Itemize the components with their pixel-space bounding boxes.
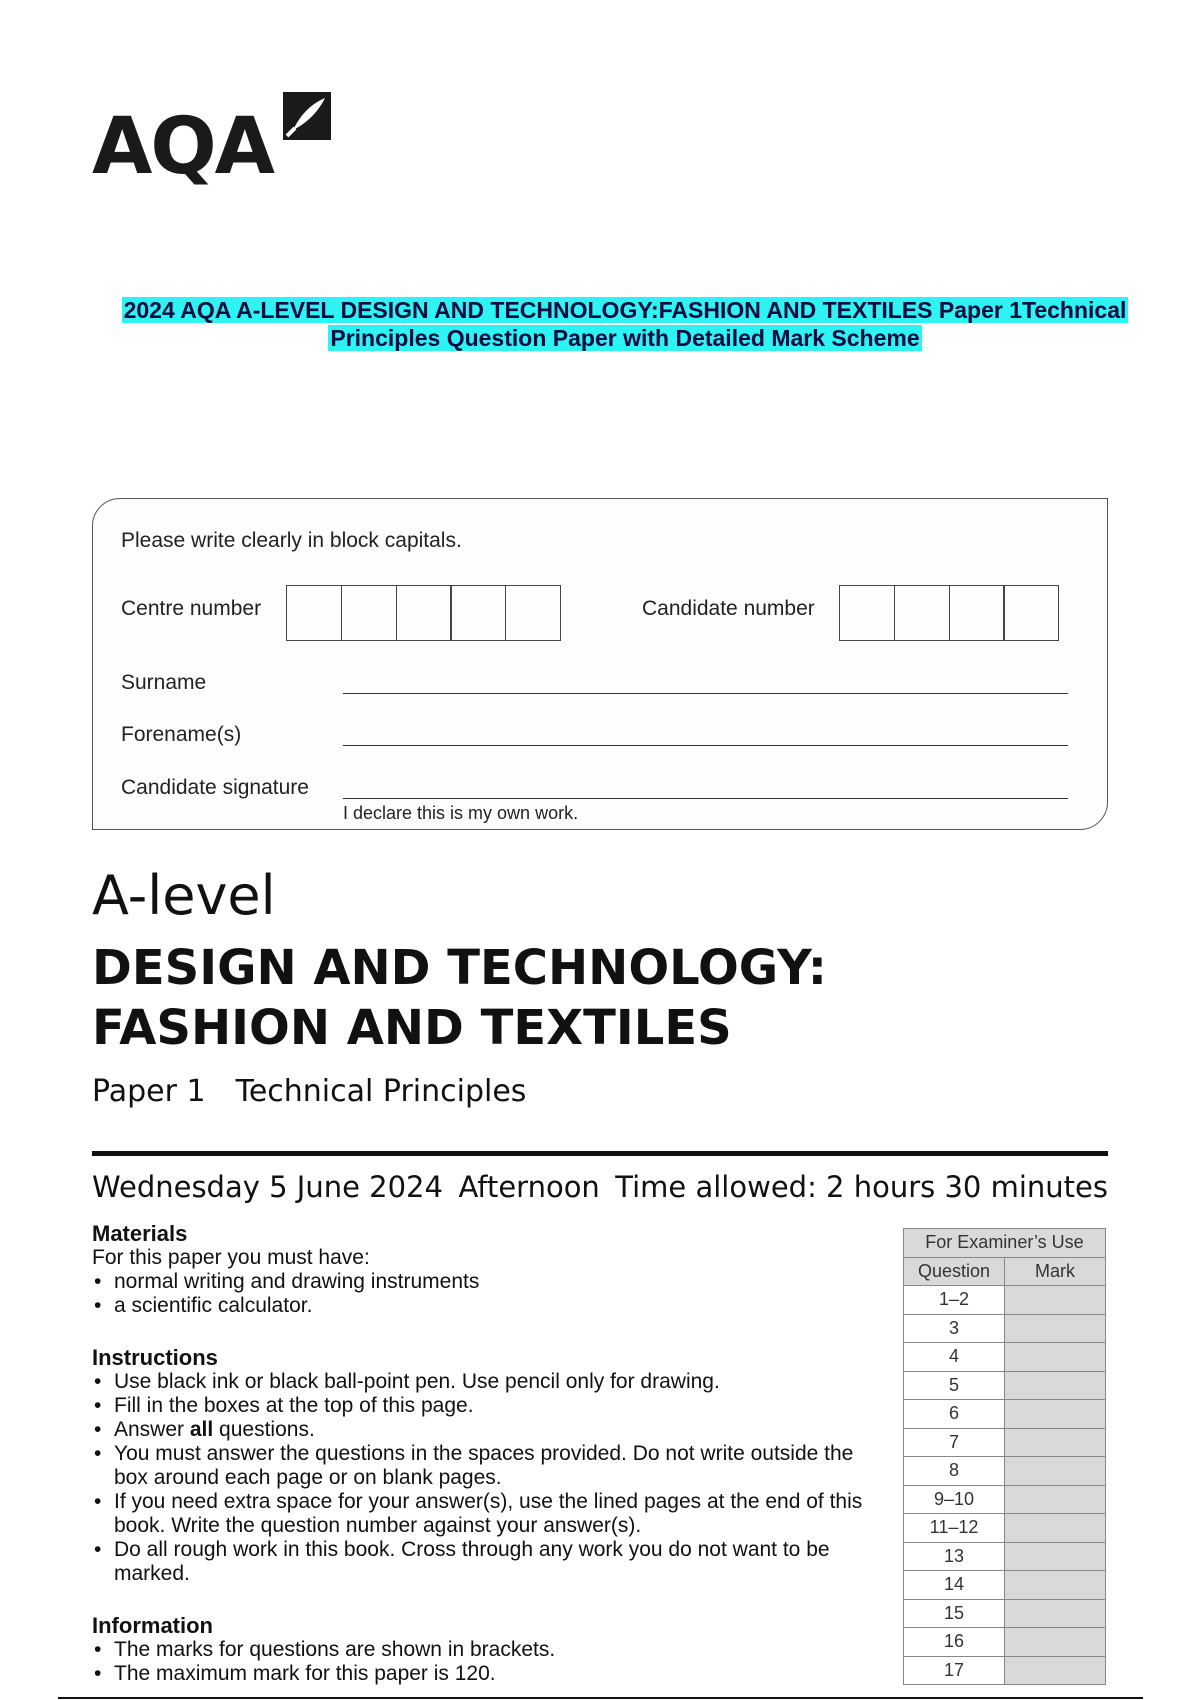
centre-number-digit-box[interactable] (450, 585, 506, 641)
centre-number-digit-box[interactable] (341, 585, 397, 641)
mark-cell[interactable] (1005, 1542, 1106, 1571)
list-item: • Fill in the boxes at the top of this page. (92, 1394, 882, 1418)
mark-cell[interactable] (1005, 1485, 1106, 1514)
mark-column-header: Mark (1005, 1257, 1106, 1286)
table-row (904, 1656, 1106, 1685)
centre-number-boxes (286, 585, 560, 641)
table-row (904, 1599, 1106, 1628)
aqa-logo (92, 88, 335, 192)
mark-cell[interactable] (1005, 1599, 1106, 1628)
declaration-text: I declare this is my own work. (343, 803, 579, 823)
question-number-cell: 16 (904, 1628, 1005, 1657)
subject-title (92, 938, 827, 1058)
surname-label: Surname (121, 671, 207, 694)
banner-line-2: Principles Question Paper with Detailed Mark Scheme (330, 325, 920, 351)
question-column-header: Question (904, 1257, 1005, 1286)
table-row (904, 1286, 1106, 1315)
table-row (904, 1514, 1106, 1543)
question-number-cell: 8 (904, 1457, 1005, 1486)
question-number-cell: 9–10 (904, 1485, 1005, 1514)
text-span: Answer (114, 1418, 190, 1441)
subject-title-line-1: DESIGN AND TECHNOLOGY: (92, 940, 827, 996)
text-span: questions. (213, 1418, 315, 1441)
question-number-cell: 3 (904, 1314, 1005, 1343)
mark-cell[interactable] (1005, 1428, 1106, 1457)
question-number-cell: 15 (904, 1599, 1005, 1628)
page-bottom-rule (58, 1697, 1143, 1699)
paper-number: Paper 1 (92, 1074, 206, 1109)
candidate-number-boxes (839, 585, 1058, 641)
signature-label: Candidate signature (121, 776, 309, 799)
question-number-cell: 4 (904, 1343, 1005, 1372)
mark-cell[interactable] (1005, 1656, 1106, 1685)
aqa-tick-icon (279, 88, 335, 144)
information-heading: Information (92, 1613, 213, 1638)
materials-heading: Materials (92, 1221, 188, 1246)
table-row (904, 1371, 1106, 1400)
mark-cell[interactable] (1005, 1400, 1106, 1429)
candidate-number-digit-box[interactable] (949, 585, 1005, 641)
candidate-number-digit-box[interactable] (1003, 585, 1059, 641)
candidate-number-digit-box[interactable] (894, 585, 950, 641)
question-number-cell: 17 (904, 1656, 1005, 1685)
list-item: • a scientific calculator. (92, 1294, 892, 1318)
examiner-rows (904, 1286, 1106, 1685)
signature-field[interactable] (343, 798, 1068, 799)
instructions-heading: Instructions (92, 1345, 218, 1370)
question-number-cell: 7 (904, 1428, 1005, 1457)
examiners-use-table (903, 1228, 1106, 1685)
list-item: • Do all rough work in this book. Cross through any work you do not want to be marked. (92, 1538, 882, 1586)
question-number-cell: 6 (904, 1400, 1005, 1429)
mark-cell[interactable] (1005, 1371, 1106, 1400)
session-line (92, 1170, 1108, 1204)
question-number-cell: 1–2 (904, 1286, 1005, 1315)
mark-cell[interactable] (1005, 1286, 1106, 1315)
table-row (904, 1457, 1106, 1486)
materials-section (92, 1222, 892, 1318)
candidate-number-label: Candidate number (642, 597, 815, 620)
table-row (904, 1343, 1106, 1372)
list-item: • normal writing and drawing instruments (92, 1270, 892, 1294)
candidate-details-box (92, 498, 1108, 830)
paper-title (92, 1074, 526, 1109)
table-row (904, 1485, 1106, 1514)
materials-intro: For this paper you must have: (92, 1246, 370, 1269)
exam-session: Afternoon (458, 1170, 600, 1204)
centre-number-digit-box[interactable] (286, 585, 342, 641)
question-number-cell: 13 (904, 1542, 1005, 1571)
list-item (92, 1418, 882, 1442)
examiners-use-title: For Examiner’s Use (904, 1229, 1106, 1258)
forename-field[interactable] (343, 745, 1068, 746)
mark-cell[interactable] (1005, 1314, 1106, 1343)
mark-cell[interactable] (1005, 1571, 1106, 1600)
time-allowed: Time allowed: 2 hours 30 minutes (615, 1170, 1108, 1204)
block-capitals-instruction: Please write clearly in block capitals. (121, 529, 462, 552)
question-number-cell: 11–12 (904, 1514, 1005, 1543)
centre-number-label: Centre number (121, 597, 262, 620)
table-row (904, 1542, 1106, 1571)
bold-text: all (189, 1418, 214, 1441)
logo-text: AQA (92, 102, 274, 192)
mark-cell[interactable] (1005, 1343, 1106, 1372)
mark-cell[interactable] (1005, 1628, 1106, 1657)
banner-line-1: 2024 AQA A-LEVEL DESIGN AND TECHNOLOGY:FASHION AND TEXTILES Paper 1Technical (123, 297, 1127, 323)
candidate-number-digit-box[interactable] (839, 585, 895, 641)
instructions-section (92, 1346, 882, 1586)
forename-label: Forename(s) (121, 723, 242, 746)
list-item: • The marks for questions are shown in brackets. (92, 1638, 892, 1662)
surname-field[interactable] (343, 693, 1068, 694)
qualification-level: A-level (92, 864, 276, 927)
table-row (904, 1628, 1106, 1657)
centre-number-digit-box[interactable] (505, 585, 561, 641)
list-item: • The maximum mark for this paper is 120. (92, 1662, 892, 1686)
question-number-cell: 14 (904, 1571, 1005, 1600)
title-banner (80, 296, 1170, 352)
table-row (904, 1400, 1106, 1429)
list-item: • Use black ink or black ball-point pen. Use pencil only for drawing. (92, 1370, 882, 1394)
exam-date: Wednesday 5 June 2024 (92, 1170, 443, 1204)
list-item: • If you need extra space for your answer(s), use the lined pages at the end of this book. Write the question number against your answer(s). (92, 1490, 882, 1538)
table-row (904, 1314, 1106, 1343)
question-number-cell: 5 (904, 1371, 1005, 1400)
centre-number-digit-box[interactable] (396, 585, 452, 641)
paper-name: Technical Principles (235, 1074, 527, 1109)
table-row (904, 1428, 1106, 1457)
mark-cell[interactable] (1005, 1457, 1106, 1486)
divider (92, 1151, 1108, 1156)
subject-title-line-2: FASHION AND TEXTILES (92, 1000, 732, 1056)
information-section (92, 1614, 892, 1686)
mark-cell[interactable] (1005, 1514, 1106, 1543)
list-item: • You must answer the questions in the spaces provided. Do not write outside the box around each page or on blank pages. (92, 1442, 882, 1490)
table-row (904, 1571, 1106, 1600)
